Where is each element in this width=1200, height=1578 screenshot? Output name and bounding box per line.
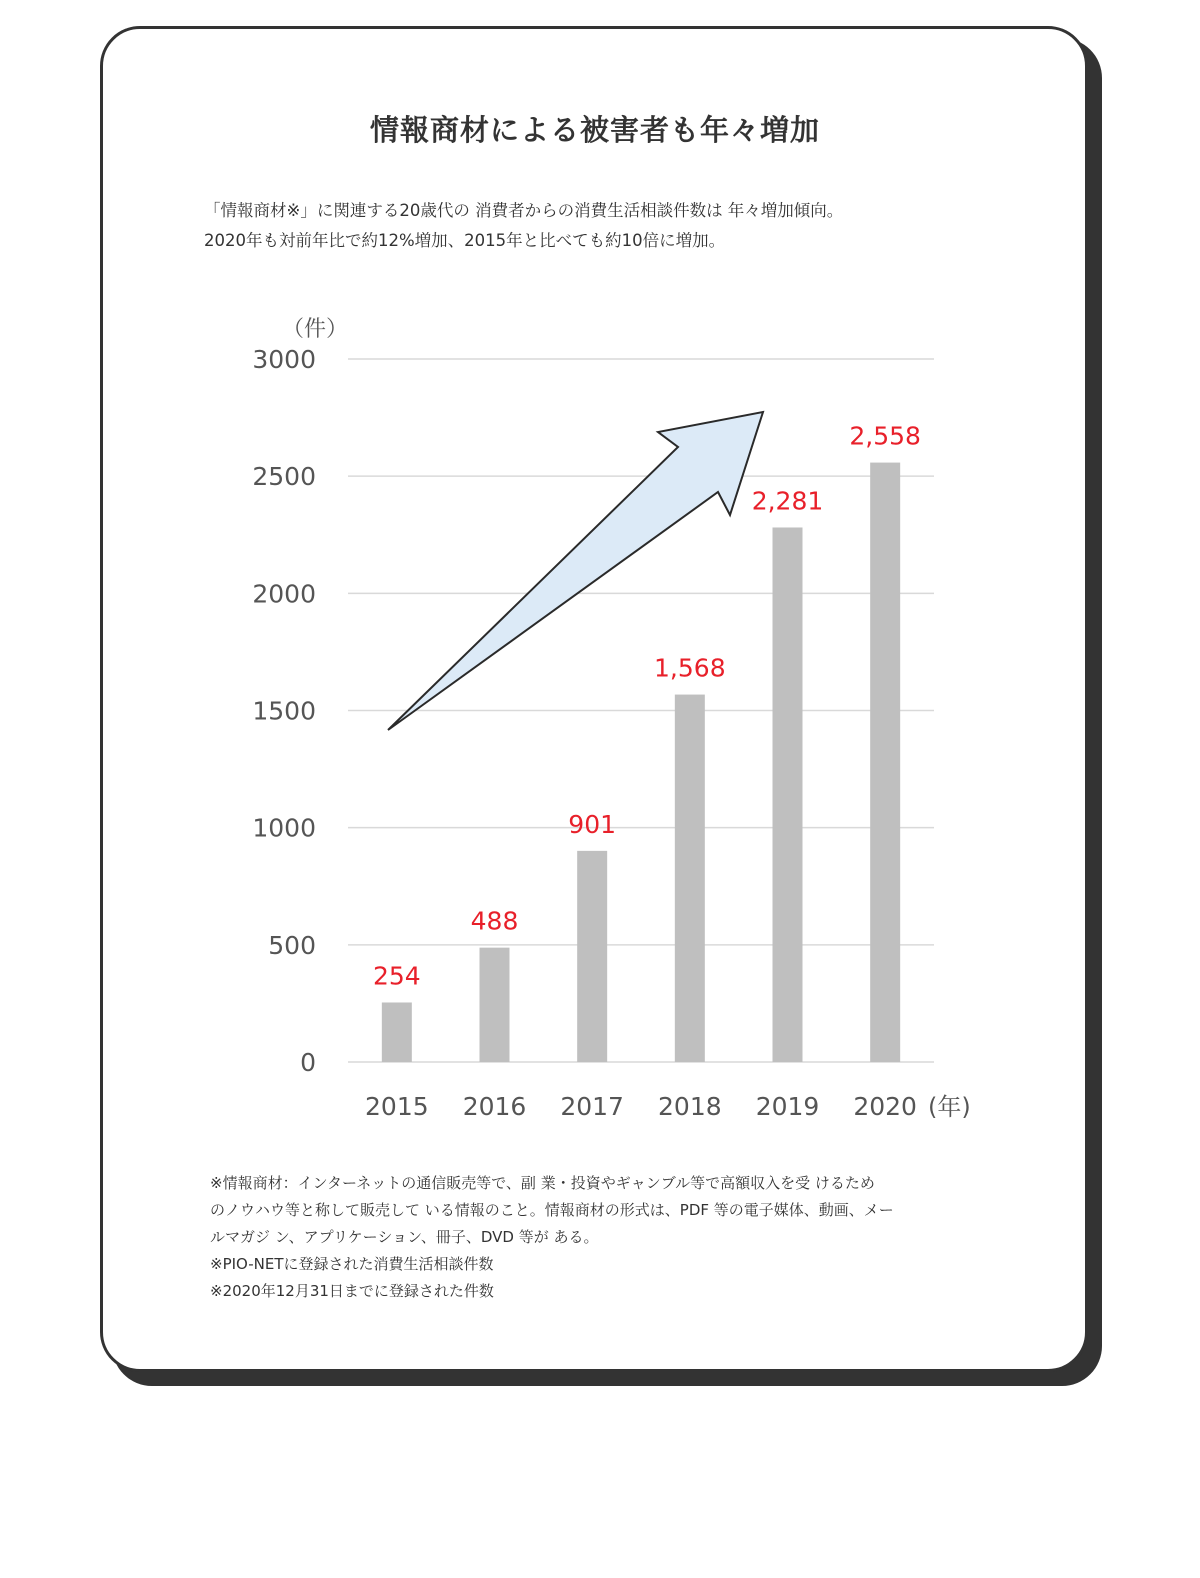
note-line-1: ※情報商材：インターネットの通信販売等で、副 業・投資やギャンブル等で高額収入を受 けるため xyxy=(210,1174,875,1192)
value-label-2017: 901 xyxy=(568,809,617,839)
y-tick-labels xyxy=(252,345,316,1077)
bars xyxy=(382,463,900,1062)
page-title: 情報商材による被害者も年々増加 xyxy=(369,113,820,147)
x-tick-label-2015: 2015 xyxy=(365,1092,429,1121)
bar-2017 xyxy=(577,851,607,1062)
y-tick-label: 2500 xyxy=(252,462,316,492)
bar-2016 xyxy=(480,948,510,1062)
bar-2015 xyxy=(382,1002,412,1062)
note-line-3: ルマガジ ン、アプリケーション、冊子、DVD 等が ある。 xyxy=(210,1228,599,1246)
x-tick-label-2019: 2019 xyxy=(755,1092,820,1121)
y-tick-label: 1500 xyxy=(252,696,316,726)
bar-2020 xyxy=(870,463,900,1062)
note-line-2: のノウハウ等と称して販売して いる情報のこと。情報商材の形式は、PDF 等の電子媒体、動画、メー xyxy=(210,1201,894,1219)
y-axis-label: （件） xyxy=(282,317,349,342)
y-tick-label: 0 xyxy=(300,1048,316,1077)
value-label-2015: 254 xyxy=(372,961,421,991)
x-tick-labels xyxy=(365,1092,917,1121)
x-tick-label-2017: 2017 xyxy=(560,1092,624,1121)
note-line-4: ※PIO-NETに登録された消費生活相談件数 xyxy=(210,1255,494,1273)
y-tick-label: 1000 xyxy=(252,813,316,843)
y-tick-label: 2000 xyxy=(252,579,316,609)
value-label-2016: 488 xyxy=(470,906,519,936)
value-label-2020: 2,558 xyxy=(849,421,921,451)
value-label-2019: 2,281 xyxy=(751,486,824,516)
lead-line-2: 2020年も対前年比で約12%増加、2015年と比べても約10倍に増加。 xyxy=(204,231,726,250)
note-line-5: ※2020年12月31日までに登録された件数 xyxy=(210,1282,494,1300)
x-axis-label: (年) xyxy=(928,1093,971,1121)
value-label-2018: 1,568 xyxy=(654,653,726,683)
bar-2019 xyxy=(773,527,803,1062)
y-tick-label: 500 xyxy=(268,930,316,960)
lead-line-1: 「情報商材※」に関連する20歳代の 消費者からの消費生活相談件数は 年々増加傾向。 xyxy=(204,201,844,220)
x-tick-label-2018: 2018 xyxy=(658,1092,722,1121)
gridlines xyxy=(348,359,934,1062)
bar-2018 xyxy=(675,695,705,1062)
x-tick-label-2016: 2016 xyxy=(462,1092,527,1121)
x-tick-label-2020: 2020 xyxy=(853,1092,917,1121)
y-tick-label: 3000 xyxy=(252,345,316,374)
footnotes xyxy=(210,1170,1000,1305)
